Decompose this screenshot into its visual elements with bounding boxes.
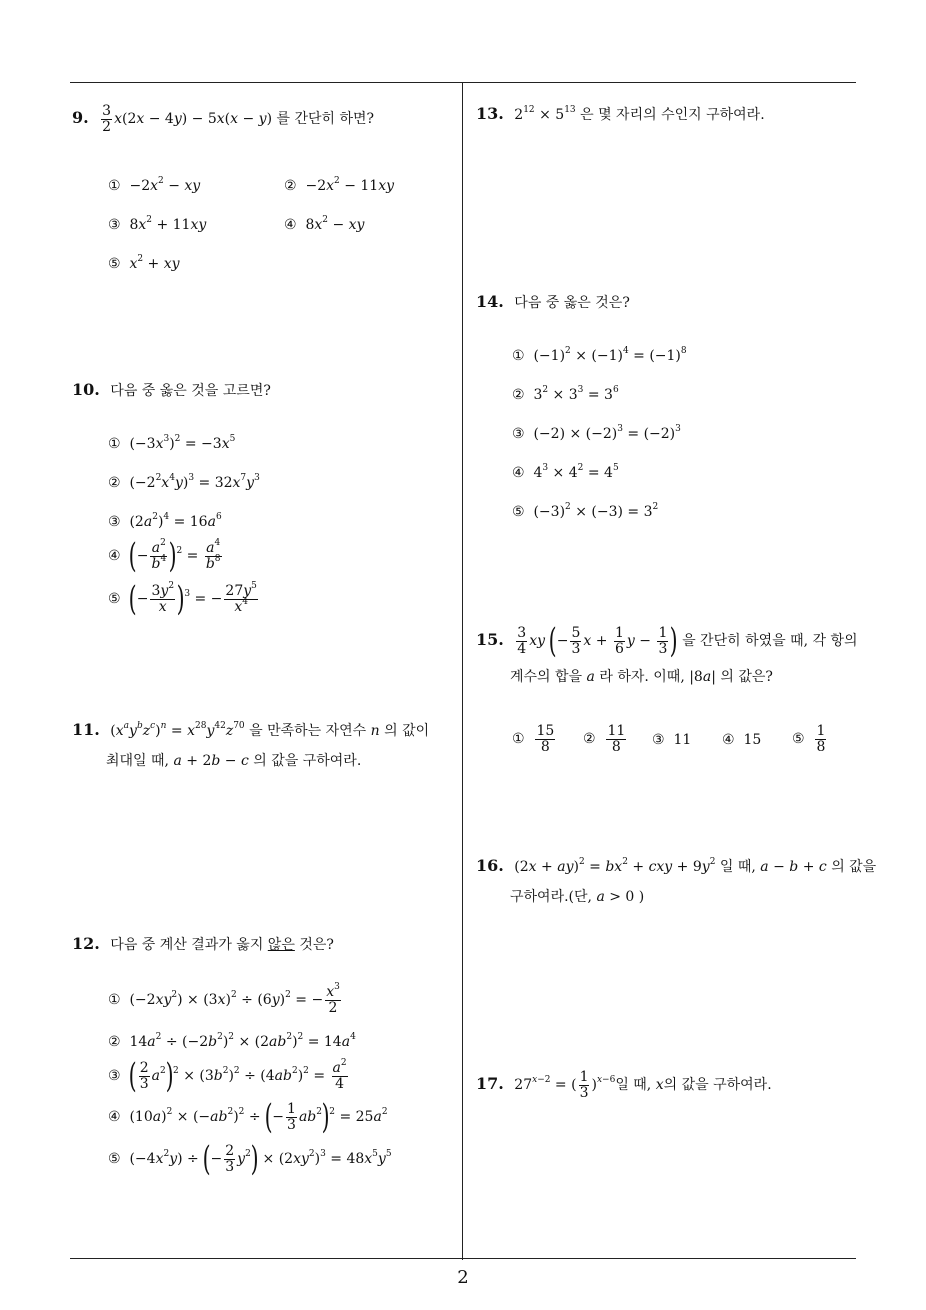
question-number: 14. (476, 292, 504, 311)
choice-2[interactable]: ② $3^2 \times 3^3 = 3^6$ (512, 385, 619, 403)
question-number: 11. (72, 720, 100, 739)
column-divider (462, 82, 463, 1260)
choice-4[interactable]: ④ $(10a)^2 \times (-ab^2)^2$ ÷ (− $\frac{1}{3}$ $ab^2)^2 = 25a^2$ (108, 1097, 388, 1138)
question-number: 17. (476, 1074, 504, 1094)
question-12: 12. 다음 중 계산 결과가 옳지 않은 것은? (72, 934, 334, 953)
choice-2[interactable]: ② $(-2^2x^4y)^3 = 32x^7y^3$ (108, 473, 260, 491)
question-number: 13. (476, 104, 504, 123)
choice-5[interactable]: ⑤ $x^2$ + xy (108, 254, 180, 272)
question-15: 15. $\frac{3}{4}$ xy (− $\frac{5}{3}$ x + $\frac{1}{6}$ y − $\frac{1}{3}$ ) 을 간단히 하였을 때, 각 항의 계수의 합을 a 라 하자. 이때, |8a| 의 값은? (476, 621, 858, 686)
question-13: 13. $2^{12} \times 5^{13}$ 은 몇 자리의 수인지 구하여라. (476, 104, 765, 123)
question-number: 15. (476, 630, 504, 650)
question-17: 17. $27^{x-2}$ = ( $\frac{1}{3}$ )$^{x-6}$일 때, x의 값을 구하여라. (476, 1069, 772, 1101)
choice-4[interactable]: ④ 15 (722, 732, 762, 748)
choice-5[interactable]: ⑤ $(-3)^2 \times (-3) = 3^2$ (512, 502, 659, 520)
question-number: 16. (476, 856, 504, 875)
choice-2[interactable]: ② $14a^2 \div (-2b^2)^2 \times (2ab^2)^2 = 14a^4$ (108, 1032, 356, 1050)
choice-3[interactable]: ③ $8x^2 + 11xy$ (108, 215, 207, 233)
choice-2[interactable]: ② $\frac{11}{8}$ (583, 723, 626, 755)
question-number: 12. (72, 934, 100, 953)
choice-5[interactable]: ⑤ $(-4x^2y)$ ÷ (− $\frac{2}{3}$ $y^2) \times (2xy^2)^3 = 48x^5y^5$ (108, 1139, 392, 1180)
choice-1[interactable]: ① $\frac{15}{8}$ (512, 723, 555, 755)
choice-4[interactable]: ④ $8x^2$ − xy (284, 215, 365, 233)
choice-2[interactable]: ② $-2x^2 - 11xy$ (284, 176, 395, 194)
choice-1[interactable]: ① $(-3x^3)^2 = -3x^5$ (108, 434, 236, 452)
question-10 (72, 380, 271, 400)
choice-4[interactable]: ④ $4^3 \times 4^2 = 4^5$ (512, 463, 619, 481)
choice-3[interactable]: ③ 11 (652, 732, 692, 748)
question-text: 를 간단히 하면? (276, 111, 375, 128)
question-number: 10. (72, 380, 100, 399)
question-number: 9. (72, 108, 89, 128)
choice-3[interactable]: ③ $(-2) \times (-2)^3 = (-2)^3$ (512, 424, 681, 442)
page-number: 2 (457, 1267, 469, 1288)
question-16: 16. $(2x + ay)^2 = bx^2$ + cxy + $9y^2$ 일 때, a − b + c 의 값을 구하여라.(단, a > 0 ) (476, 856, 877, 905)
math-fraction: $\frac{3}{2}$ (102, 103, 112, 135)
choice-1[interactable]: ① $(-2xy^2) \times (3x)^2 \div (6y)^2$ = − $\frac{x^3}{2}$ (108, 982, 340, 1016)
question-9: 9. $\frac{3}{2}$ x(2x − 4y) − 5x(x − y) 를 간단히 하면? (72, 103, 375, 135)
choice-1[interactable]: ① $-2x^2$ − xy (108, 176, 201, 194)
choice-3[interactable]: ③ $(2a^2)^4 = 16a^6$ (108, 512, 222, 530)
choice-1[interactable]: ① $(-1)^2 \times (-1)^4 = (-1)^8$ (512, 346, 687, 364)
question-text: 다음 중 옳은 것을 고르면? (110, 383, 271, 399)
bottom-rule (70, 1258, 856, 1259)
question-11: 11. $(x^ay^bz^c)^n = x^{28}y^{42}z^{70}$ 을 만족하는 자연수 n 의 값이 최대일 때, a + 2b − c 의 값을 구하여라. (72, 720, 430, 769)
choice-4[interactable]: ④ (− $\frac{a^2}{b^4}$ )$^2$ = $\frac{a^4}{b^8}$ (108, 536, 221, 577)
choice-5[interactable]: ⑤ $\frac{1}{8}$ (792, 723, 826, 755)
choice-5[interactable]: ⑤ (− $\frac{3y^2}{x}$ )$^3$ = − $\frac{27y^5}{x^4}$ (108, 579, 257, 620)
underlined-word: 않은 (267, 937, 295, 953)
choice-3[interactable]: ③ ( $\frac{2}{3}$ $a^2)^2 \times (3b^2)^2 \div (4ab^2)^2$ = $\frac{a^2}{4}$ (108, 1056, 347, 1097)
question-14: 14. 다음 중 옳은 것은? (476, 292, 630, 311)
